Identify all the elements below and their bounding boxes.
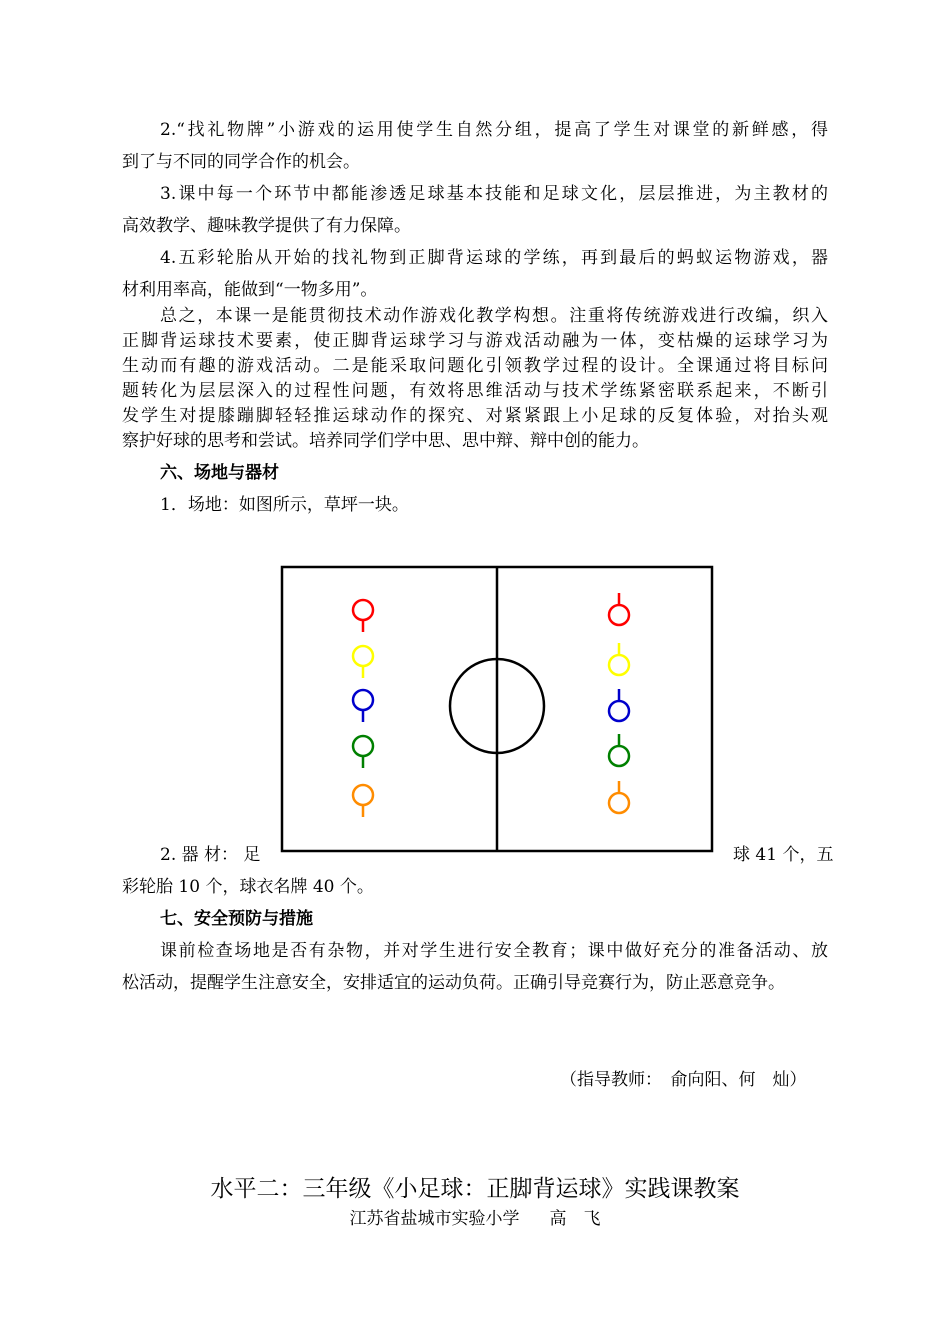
paragraph-3-line-2: 高效教学、趣味教学提供了有力保障。 <box>122 216 411 236</box>
paragraph-4-line-1: 4.五彩轮胎从开始的找礼物到正脚背运球的学练，再到最后的蚂蚁运物游戏，器 <box>160 248 828 268</box>
paragraph-4-line-2: 材利用率高，能做到“一物多用”。 <box>122 280 378 300</box>
paragraph-2-line-2: 到了与不同的同学合作的机会。 <box>122 152 360 172</box>
section-6-heading: 六、场地与器材 <box>160 463 279 483</box>
summary-line-4: 题转化为层层深入的过程性问题，有效将思维活动与技术学练紧密联系起来，不断引 <box>122 381 828 401</box>
section-7-heading: 七、安全预防与措施 <box>160 909 313 929</box>
lesson-title: 水平二：三年级《小足球：正脚背运球》实践课教案 <box>210 1176 740 1202</box>
author-name: 高 飞 <box>549 1209 601 1229</box>
summary-line-5: 发学生对提膝蹦脚轻轻推运球动作的探究、对紧紧跟上小足球的反复体验，对抬头观 <box>122 406 828 426</box>
equipment-text-left: 2. 器 材： 足 <box>160 845 261 865</box>
summary-line-3: 生动而有趣的游戏活动。二是能采取问题化引领教学过程的设计。全课通过将目标问 <box>122 356 828 376</box>
equipment-text-line-2: 彩轮胎 10 个，球衣名牌 40 个。 <box>122 877 374 897</box>
equipment-text-right: 球 41 个，五 <box>733 845 834 865</box>
summary-line-2: 正脚背运球技术要素，使正脚背运球学习与游戏活动融为一体，变枯燥的运球学习为 <box>122 331 828 351</box>
summary-line-6: 察护好球的思考和尝试。培养同学们学中思、思中辩、辩中创的能力。 <box>122 431 649 451</box>
author-line <box>0 1204 950 1229</box>
safety-line-2: 松活动，提醒学生注意安全，安排适宜的运动负荷。正确引导竞赛行为，防止恶意竞争。 <box>122 973 785 993</box>
venue-text: 1．场地：如图所示，草坪一块。 <box>160 495 409 515</box>
instructor-credit: （指导教师： 俞向阳、何 灿） <box>560 1070 807 1090</box>
safety-line-1: 课前检查场地是否有杂物，并对学生进行安全教育；课中做好充分的准备活动、放 <box>160 941 828 961</box>
field-diagram <box>280 565 714 855</box>
author-school: 江苏省盐城市实验小学 <box>349 1209 520 1229</box>
paragraph-2-line-1: 2.“找礼物牌”小游戏的运用使学生自然分组，提高了学生对课堂的新鲜感，得 <box>160 120 828 140</box>
summary-line-1: 总之，本课一是能贯彻技术动作游戏化教学构想。注重将传统游戏进行改编，织入 <box>160 306 828 326</box>
paragraph-3-line-1: 3.课中每一个环节中都能渗透足球基本技能和足球文化，层层推进，为主教材的 <box>160 184 828 204</box>
